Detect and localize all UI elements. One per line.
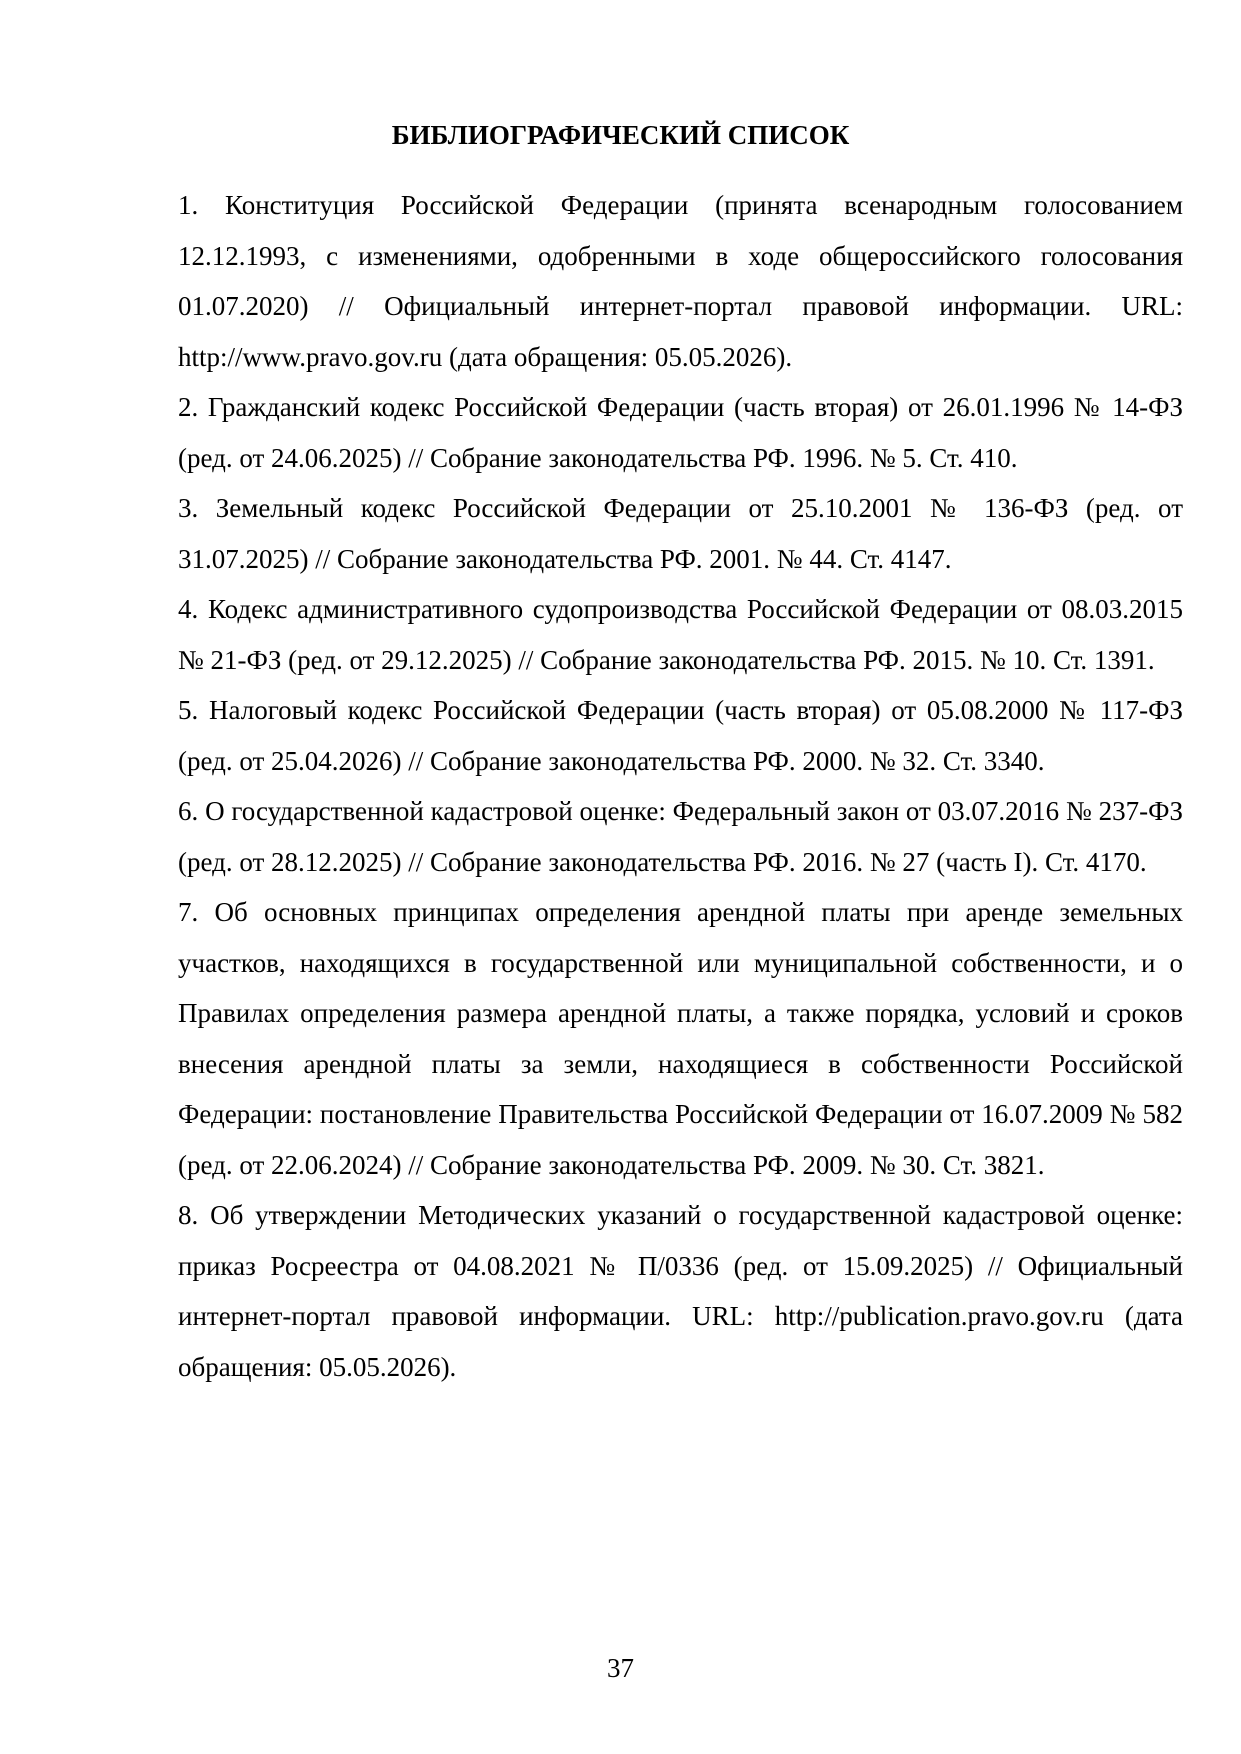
bibliography-entry: 1. Конституция Российской Федерации (принята всенародным голосованием 12.12.1993, с изменениями, одобренными в ходе общероссийского голосования 01.07.2020) // Официальный интернет-портал правовой информации. URL: http://www.pravo.gov.ru (дата обращения: 05.05.2026). — [178, 190, 1183, 372]
page-number: 37 — [607, 1653, 634, 1683]
bibliography-list — [178, 180, 1183, 1392]
bibliography-entry: 5. Налоговый кодекс Российской Федерации (часть вторая) от 05.08.2000 № 117-ФЗ (ред. от 25.04.2026) // Собрание законодательства РФ. 2000. № 32. Ст. 3340. — [178, 695, 1183, 776]
bibliography-entry: 8. Об утверждении Методических указаний о государственной кадастровой оценке: приказ Росреестра от 04.08.2021 № П/0336 (ред. от 15.09.2025) // Официальный интернет-портал правовой информации. URL: http://publication.pravo.gov.ru (дата обращения: 05.05.2026). — [178, 1200, 1183, 1382]
bibliography-entry: 2. Гражданский кодекс Российской Федерации (часть вторая) от 26.01.1996 № 14-ФЗ (ред. от 24.06.2025) // Собрание законодательства РФ. 1996. № 5. Ст. 410. — [178, 392, 1183, 473]
bibliography-entry: 4. Кодекс административного судопроизводства Российской Федерации от 08.03.2015 № 21-ФЗ (ред. от 29.12.2025) // Собрание законодательства РФ. 2015. № 10. Ст. 1391. — [178, 594, 1183, 675]
bibliography-entry: 3. Земельный кодекс Российской Федерации от 25.10.2001 № 136-ФЗ (ред. от 31.07.2025) // Собрание законодательства РФ. 2001. № 44. Ст. 4147. — [178, 493, 1183, 574]
bibliography-entry: 6. О государственной кадастровой оценке: Федеральный закон от 03.07.2016 № 237-ФЗ (ред. от 28.12.2025) // Собрание законодательства РФ. 2016. № 27 (часть I). Ст. 4170. — [178, 796, 1183, 877]
page-title: БИБЛИОГРАФИЧЕСКИЙ СПИСОК — [391, 120, 850, 150]
bibliography-entry: 7. Об основных принципах определения арендной платы при аренде земельных участков, находящихся в государственной или муниципальной собственности, и о Правилах определения размера арендной платы, а также порядка, условий и сроков внесения арендной платы за земли, находящиеся в собственности Российской Федерации: постановление Правительства Российской Федерации от 16.07.2009 № 582 (ред. от 22.06.2024) // Собрание законодательства РФ. 2009. № 30. Ст. 3821. — [178, 897, 1183, 1180]
